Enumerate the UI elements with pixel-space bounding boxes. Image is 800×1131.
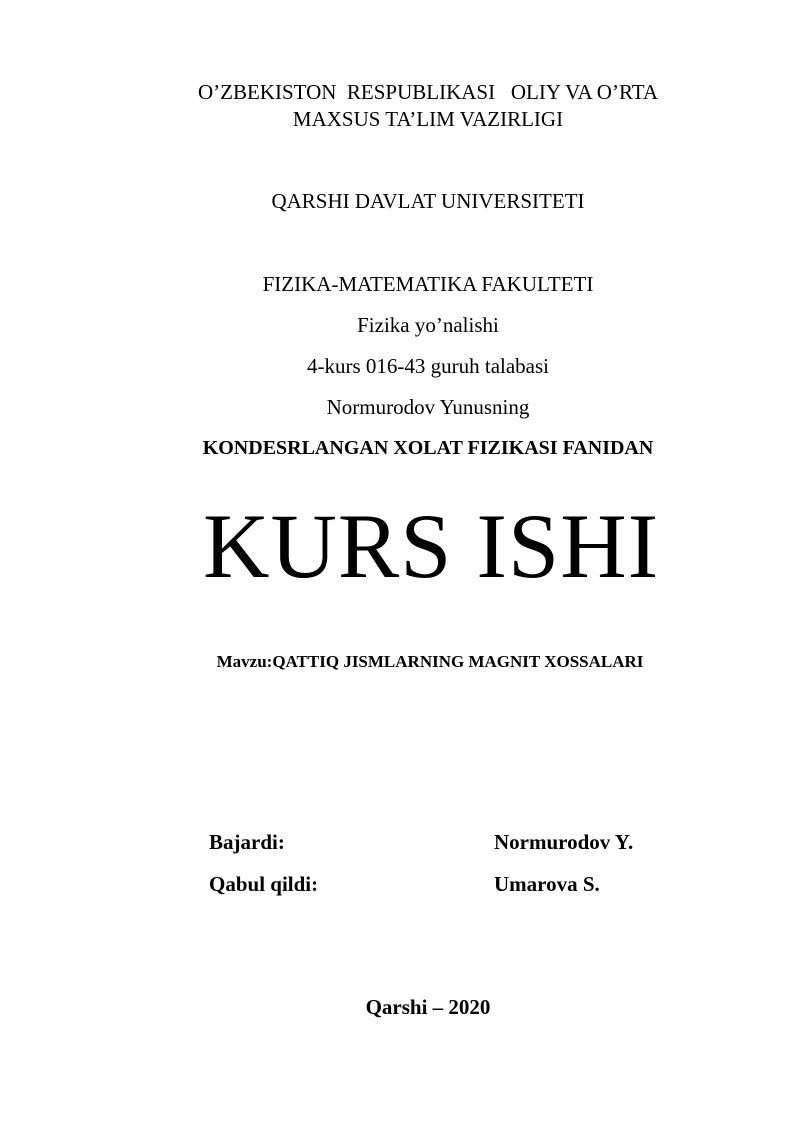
topic-line: Mavzu:QATTIQ JISMLARNING MAGNIT XOSSALARI — [216, 652, 644, 671]
student-name: Normurodov Yunusning — [326, 395, 530, 419]
university-name: QARSHI DAVLAT UNIVERSITETI — [271, 189, 585, 213]
student-group: 4-kurs 016-43 guruh talabasi — [306, 354, 550, 378]
city-year: Qarshi – 2020 — [365, 995, 491, 1019]
faculty-name: FIZIKA-MATEMATIKA FAKULTETI — [262, 272, 594, 296]
signature-value-performed: Normurodov Y. — [494, 830, 634, 854]
signature-label-accepted: Qabul qildi: — [209, 872, 319, 896]
ministry-line-1: O’ZBEKISTON RESPUBLIKASI OLIY VA O’RTA — [197, 80, 659, 104]
subject-title: KONDESRLANGAN XOLAT FIZIKASI FANIDAN — [202, 437, 654, 459]
direction-name: Fizika yo’nalishi — [357, 313, 499, 337]
signature-value-accepted: Umarova S. — [494, 872, 600, 896]
signature-label-performed: Bajardi: — [209, 830, 285, 854]
main-title: KURS ISHI — [203, 495, 660, 597]
ministry-line-2: MAXSUS TA’LIM VAZIRLIGI — [292, 107, 564, 131]
